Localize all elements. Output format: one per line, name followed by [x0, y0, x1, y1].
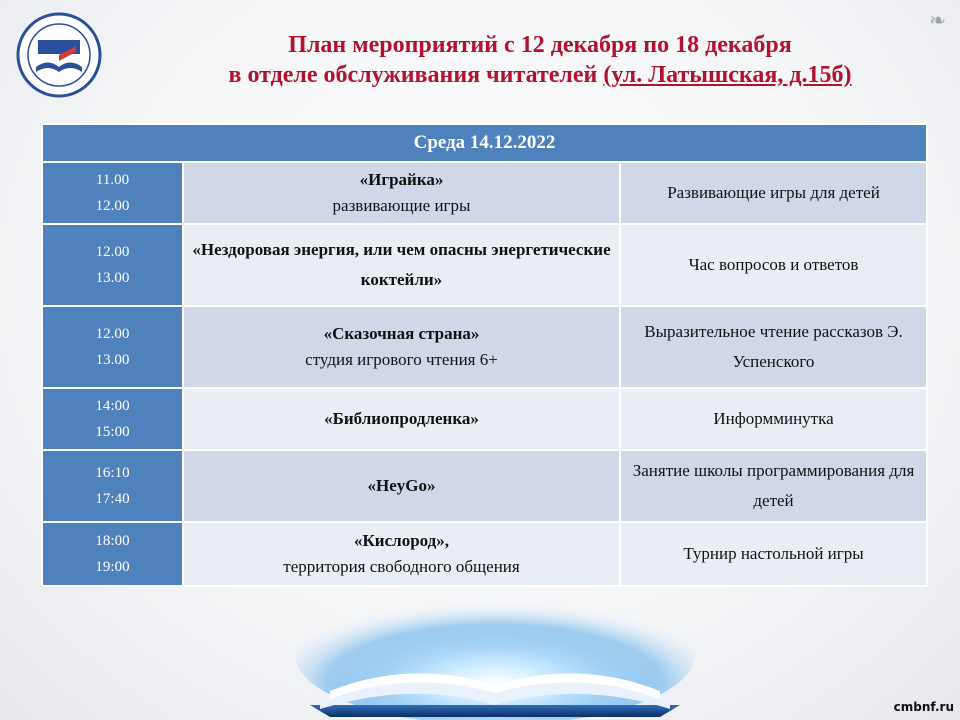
- time-cell: [42, 306, 183, 388]
- event-subtitle: студия игрового чтения 6+: [305, 350, 498, 369]
- time-start: 16:10: [95, 465, 130, 481]
- event-description: Занятие школы программирования для детей: [620, 450, 927, 522]
- event-description: Турнир настольной игры: [620, 522, 927, 586]
- title-line-2: [160, 60, 920, 90]
- event-cell: [183, 522, 620, 586]
- time-cell: [42, 388, 183, 450]
- event-description: Выразительное чтение рассказов Э. Успенского: [620, 306, 927, 388]
- time-end: 19:00: [95, 559, 130, 575]
- title-line-1: План мероприятий с 12 декабря по 18 декабря: [288, 32, 792, 58]
- library-logo: [16, 12, 102, 98]
- event-cell: [183, 450, 620, 522]
- flourish-icon: ❧: [929, 10, 946, 32]
- event-cell: [183, 224, 620, 306]
- table-row: [42, 388, 927, 450]
- event-description: Час вопросов и ответов: [620, 224, 927, 306]
- site-watermark: cmbnf.ru: [893, 700, 954, 714]
- table-row: [42, 306, 927, 388]
- time-end: 13.00: [95, 270, 130, 286]
- time-start: 11.00: [95, 172, 130, 188]
- open-book-illustration: [290, 585, 700, 720]
- time-end: 15:00: [95, 424, 130, 440]
- page-title: [160, 30, 920, 90]
- time-cell: [42, 162, 183, 224]
- event-cell: [183, 162, 620, 224]
- event-subtitle: территория свободного общения: [283, 557, 520, 576]
- schedule-table: [41, 123, 928, 587]
- time-end: 17:40: [95, 491, 130, 507]
- time-end: 12.00: [95, 198, 130, 214]
- day-header: Среда 14.12.2022: [42, 124, 927, 162]
- time-start: 12.00: [95, 326, 130, 342]
- event-name: «Нездоровая энергия, или чем опасны энергетические коктейли»: [192, 240, 611, 289]
- title-address: (ул. Латышская, д.15б): [603, 62, 852, 88]
- time-start: 12.00: [95, 244, 130, 260]
- time-cell: [42, 224, 183, 306]
- table-row: [42, 162, 927, 224]
- time-end: 13.00: [95, 352, 130, 368]
- event-cell: [183, 388, 620, 450]
- time-cell: [42, 450, 183, 522]
- table-header-row: [42, 124, 927, 162]
- event-name: «Играйка»: [359, 170, 444, 189]
- event-name: «Библиопродленка»: [324, 409, 479, 428]
- event-subtitle: развивающие игры: [332, 196, 471, 215]
- time-start: 18:00: [95, 533, 130, 549]
- event-name: «Сказочная страна»: [323, 324, 480, 343]
- event-name: «Кислород»,: [353, 531, 450, 550]
- event-description: Развивающие игры для детей: [620, 162, 927, 224]
- title-line-2-prefix: в отделе обслуживания читателей: [228, 62, 604, 88]
- table-row: [42, 450, 927, 522]
- time-cell: [42, 522, 183, 586]
- event-name: «HeyGo»: [367, 476, 436, 495]
- event-description: Информминутка: [620, 388, 927, 450]
- library-logo-icon: [16, 12, 102, 98]
- event-cell: [183, 306, 620, 388]
- time-start: 14:00: [95, 398, 130, 414]
- table-row: [42, 522, 927, 586]
- table-row: [42, 224, 927, 306]
